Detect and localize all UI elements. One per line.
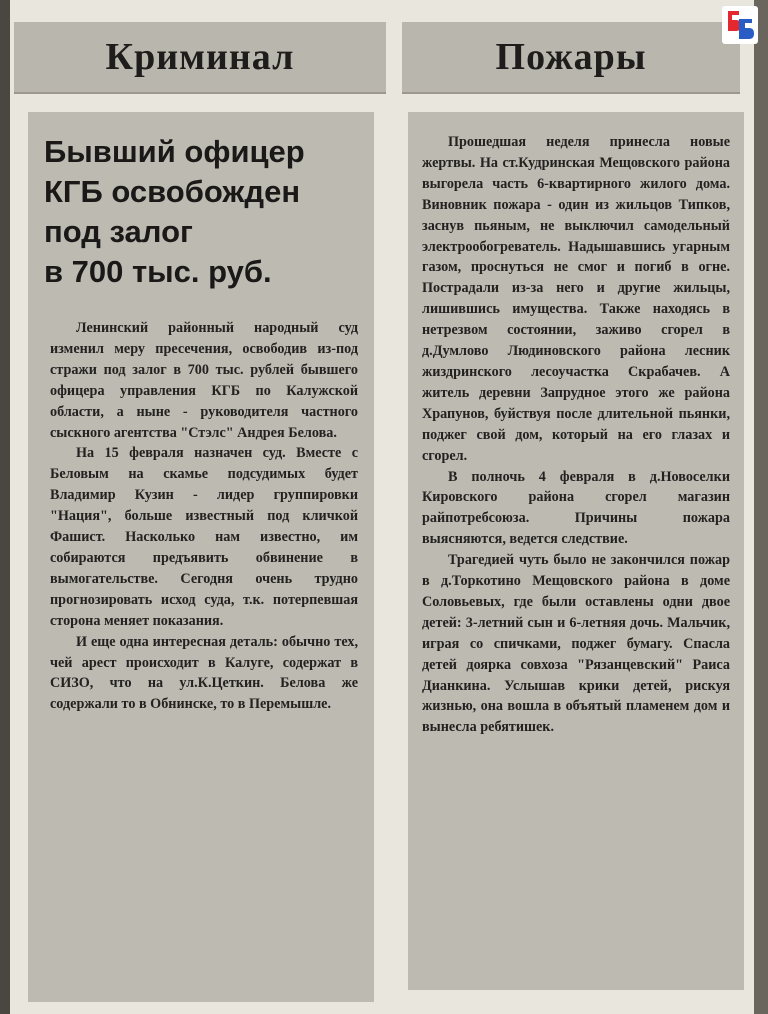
page-edge-right <box>754 0 768 1014</box>
page-edge-left <box>0 0 10 1014</box>
logo-mark-icon <box>725 9 755 41</box>
fires-article <box>408 112 744 990</box>
headline-line: Бывший офицер <box>44 134 305 169</box>
watermark-logo <box>722 6 758 44</box>
article-paragraph: В полночь 4 февраля в д.Новоселки Кировского района сгорел магазин райпотребсоюза. Причины пожара выясняются, ведется следствие. <box>422 468 730 548</box>
rubric-header-crime <box>14 22 386 94</box>
crime-article <box>28 112 374 1002</box>
headline-line: КГБ освобожден <box>44 174 301 209</box>
headline-line: в 700 тыс. руб. <box>44 254 272 289</box>
article-paragraph: Прошедшая неделя принесла новые жертвы. На ст.Кудринская Мещовского района выгорела часть 6-квартирного жилого дома. Виновник пожара - один из жильцов Типков, заснув пьяным, не выключил самодельный электрообогреватель. Надышавшись угарным газом, проснуться не смог и погиб в огне. Пострадали из-за него и другие жильцы, лишившись имущества. Также находясь в нетрезвом состоянии, заживо сгорел в д.Думлово Людиновского района лесник жиздринского лесоучастка Скрабачев. А житель деревни Запрудное этого же района Храпунов, буйствуя после длительной пьянки, поджег свой дом, который на его глазах и сгорел. <box>422 134 730 464</box>
article-paragraph: Ленинский районный народный суд изменил меру пресечения, освободив из-под стражи под залог в 700 тыс. рублей бывшего офицера управления КГБ по Калужской области, а ныне - руководителя частного сыскного агентства "Стэлс" Андрея Белова. <box>50 320 358 441</box>
fires-article-body <box>422 132 730 738</box>
crime-article-headline <box>44 132 364 292</box>
headline-line: под залог <box>44 214 193 249</box>
rubric-title-fires: Пожары <box>495 36 647 78</box>
article-paragraph: Трагедией чуть было не закончился пожар в д.Торкотино Мещовского района в доме Соловьевых, где были оставлены одни двое детей: 3-летний сын и 6-летняя дочь. Мальчик, играя со спичками, поджег бумагу. Спасла детей доярка совхоза "Рязанцевский" Раиса Дианкина. Услышав крики детей, рискуя жизнью, она вошла в объятый пламенем дом и вынесла ребятишек. <box>422 552 730 736</box>
rubric-header-fires <box>402 22 740 94</box>
rubric-title-crime: Криминал <box>105 36 295 78</box>
crime-article-body <box>50 318 358 715</box>
article-paragraph: И еще одна интересная деталь: обычно тех, чей арест происходит в Калуге, содержат в СИЗО, что на ул.К.Цеткин. Белова же содержали то в Обнинске, то в Перемышле. <box>50 633 358 713</box>
article-paragraph: На 15 февраля назначен суд. Вместе с Беловым на скамье подсудимых будет Владимир Кузин - лидер группировки "Нация", больше известный под кличкой Фашист. Насколько нам известно, им собираются предъявить обвинение в вымогательстве. Сегодня очень трудно прогнозировать исход суда, т.к. потерпевшая сторона меняет показания. <box>50 445 358 629</box>
